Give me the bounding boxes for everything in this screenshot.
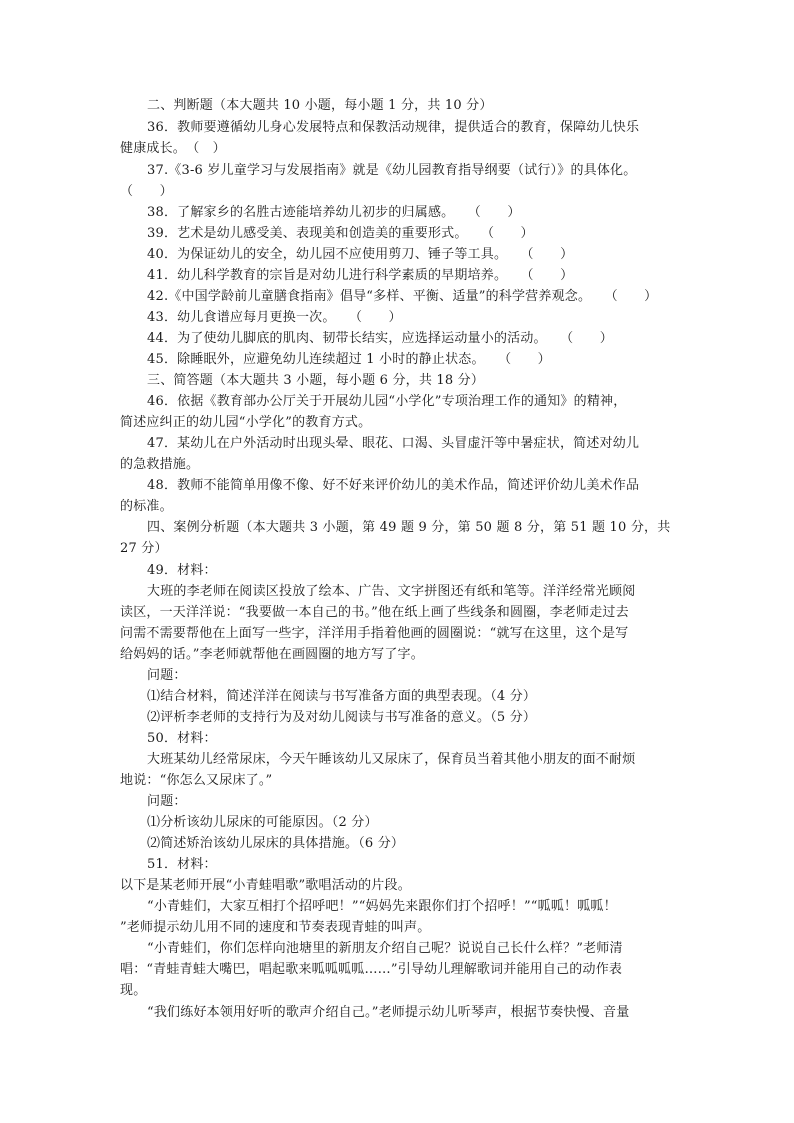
question-47: 47．某幼儿在户外活动时出现头晕、眼花、口渴、头冒虚汗等中暑症状，简述对幼儿 bbox=[147, 436, 640, 451]
question-42: 42.《中国学龄前儿童膳食指南》倡导“多样、平衡、适量”的科学营养观念。 （ ） bbox=[147, 289, 658, 304]
section-heading-judgment: 二、判断题（本大题共 10 小题，每小题 1 分，共 10 分） bbox=[147, 98, 493, 113]
section-heading-case-analysis: 四、案例分析题（本大题共 3 小题，第 49 题 9 分，第 50 题 8 分，第 51 题 10 分，共 bbox=[147, 520, 671, 535]
material-50: 大班某幼儿经常尿床，今天午睡该幼儿又尿床了，保育员当着其他小朋友的面不耐烦 bbox=[147, 752, 636, 767]
question-36-cont: 健康成长。 （ ） bbox=[120, 141, 226, 156]
question-41: 41．幼儿科学教育的宗旨是对幼儿进行科学素质的早期培养。 （ ） bbox=[147, 268, 574, 283]
material-49-cont: 问需不需要帮他在上面写一些字，洋洋用手指着他画的圆圈说：“就写在这里，这个是写 bbox=[120, 626, 629, 641]
question-37-cont: （ ） bbox=[120, 184, 173, 199]
material-51: 以下是某老师开展“小青蛙唱歌”歌唱活动的片段。 bbox=[120, 878, 411, 893]
material-51-dialogue: “小青蛙们，大家互相打个招呼吧！”“妈妈先来跟你们打个招呼！”“呱呱！呱呱！ bbox=[147, 899, 617, 914]
questions-50-label: 问题： bbox=[147, 794, 187, 809]
question-49-1: ⑴结合材料，简述洋洋在阅读与书写准备方面的典型表现。（4 分） bbox=[147, 689, 537, 704]
question-44: 44．为了使幼儿脚底的肌肉、韧带长结实，应选择运动量小的活动。 （ ） bbox=[147, 331, 613, 346]
section-heading-case-analysis-cont: 27 分） bbox=[120, 541, 168, 556]
question-46-cont: 简述应纠正的幼儿园“小学化”的教育方式。 bbox=[120, 415, 372, 430]
questions-49-label: 问题： bbox=[147, 668, 187, 683]
question-51-label: 51．材料： bbox=[147, 857, 217, 872]
material-50-cont: 地说：“你怎么又尿床了。” bbox=[120, 773, 273, 788]
question-50-label: 50．材料： bbox=[147, 731, 217, 746]
question-49-label: 49．材料： bbox=[147, 563, 217, 578]
question-40: 40．为保证幼儿的安全，幼儿园不应使用剪刀、锤子等工具。 （ ） bbox=[147, 247, 574, 262]
question-46: 46．依据《教育部办公厅关于开展幼儿园“小学化”专项治理工作的通知》的精神， bbox=[147, 394, 627, 409]
material-49-cont: 给妈妈的话。”李老师就帮他在画圆圈的地方写了字。 bbox=[120, 647, 424, 662]
material-51-dialogue-cont: ”老师提示幼儿用不同的速度和节奏表现青蛙的叫声。 bbox=[120, 920, 431, 935]
question-47-cont: 的急救措施。 bbox=[120, 457, 200, 472]
material-51-dialogue-cont: 唱：“青蛙青蛙大嘴巴，唱起歌来呱呱呱呱……”引导幼儿理解歌词并能用自己的动作表 bbox=[120, 962, 623, 977]
material-49: 大班的李老师在阅读区投放了绘本、广告、文字拼图还有纸和笔等。洋洋经常光顾阅 bbox=[147, 584, 636, 599]
material-51-dialogue: “小青蛙们，你们怎样向池塘里的新朋友介绍自己呢？说说自己长什么样？”老师清 bbox=[147, 941, 623, 956]
question-36: 36．教师要遵循幼儿身心发展特点和保教活动规律，提供适合的教育，保障幼儿快乐 bbox=[147, 120, 640, 135]
question-48: 48．教师不能简单用像不像、好不好来评价幼儿的美术作品，简述评价幼儿美术作品 bbox=[147, 478, 640, 493]
question-38: 38．了解家乡的名胜古迹能培养幼儿初步的归属感。 （ ） bbox=[147, 205, 521, 220]
question-43: 43．幼儿食谱应每月更换一次。 （ ） bbox=[147, 310, 402, 325]
question-37: 37.《3-6 岁儿童学习与发展指南》就是《幼儿园教育指导纲要（试行）》的具体化。 bbox=[147, 163, 637, 178]
material-49-cont: 读区，一天洋洋说：“我要做一本自己的书。”他在纸上画了些线条和圆圈，李老师走过去 bbox=[120, 605, 629, 620]
question-45: 45．除睡眠外，应避免幼儿连续超过 1 小时的静止状态。 （ ） bbox=[147, 352, 551, 367]
question-48-cont: 的标准。 bbox=[120, 499, 173, 514]
question-39: 39．艺术是幼儿感受美、表现美和创造美的重要形式。 （ ） bbox=[147, 226, 534, 241]
section-heading-short-answer: 三、简答题（本大题共 3 小题，每小题 6 分，共 18 分） bbox=[147, 373, 485, 388]
question-49-2: ⑵评析李老师的支持行为及对幼儿阅读与书写准备的意义。（5 分） bbox=[147, 710, 537, 725]
material-51-dialogue: “我们练好本领用好听的歌声介绍自己。”老师提示幼儿听琴声，根据节奏快慢、音量 bbox=[147, 1005, 630, 1020]
question-50-1: ⑴分析该幼儿尿床的可能原因。（2 分） bbox=[147, 815, 378, 830]
material-51-dialogue-cont: 现。 bbox=[120, 983, 147, 998]
question-50-2: ⑵简述矫治该幼儿尿床的具体措施。（6 分） bbox=[147, 836, 405, 851]
